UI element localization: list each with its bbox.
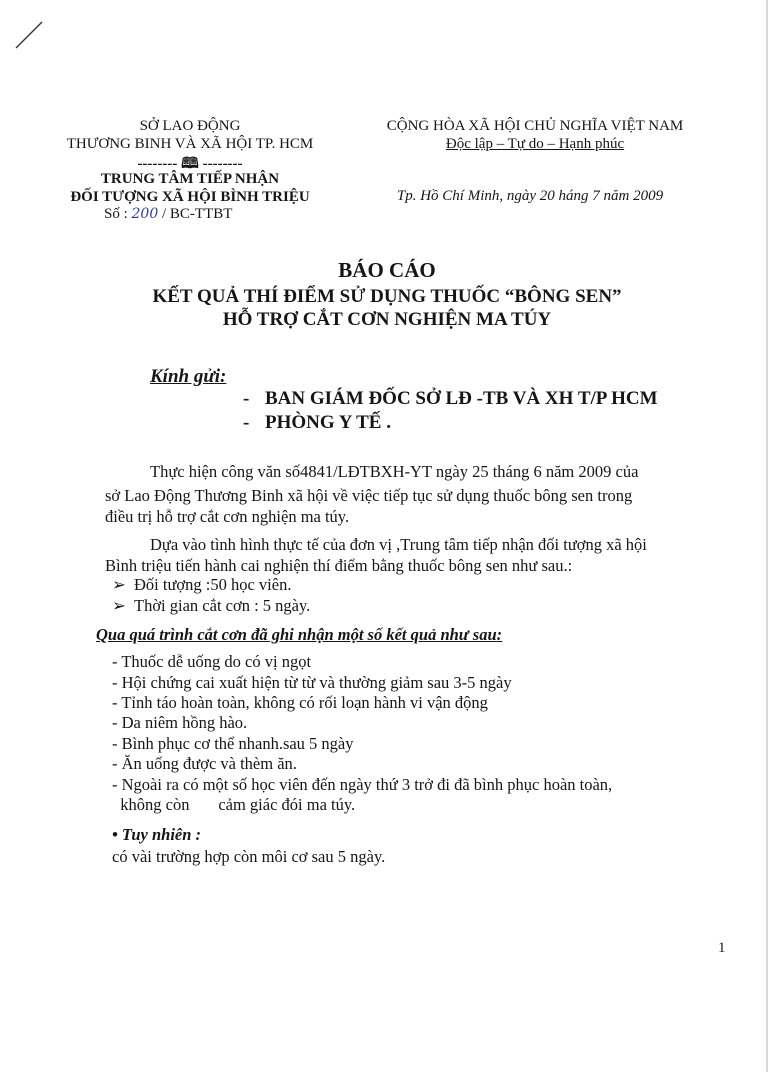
report-subtitle-1: KẾT QUẢ THÍ ĐIỂM SỬ DỤNG THUỐC “BÔNG SEN”: [152, 286, 622, 307]
paragraph-1-line: điều trị hỗ trợ cắt cơn nghiện ma túy.: [105, 507, 350, 526]
bullet-dot-icon: •: [112, 825, 118, 844]
results-heading: Qua quá trình cắt cơn đã ghi nhận một số kết quả như sau:: [96, 625, 503, 644]
recipient-item-label: PHÒNG Y TẾ .: [265, 412, 391, 433]
bullet-text: Đối tượng :50 học viên.: [134, 575, 292, 594]
report-title: BÁO CÁO: [338, 258, 436, 282]
bullet-item: [112, 575, 291, 595]
result-item: - Tỉnh táo hoàn toàn, không có rối loạn hành vi vận động: [112, 693, 488, 712]
country-name: CỘNG HÒA XÃ HỘI CHỦ NGHĨA VIỆT NAM: [386, 118, 684, 134]
result-item: - Hội chứng cai xuất hiện từ từ và thường giảm sau 3-5 ngày: [112, 673, 512, 692]
result-item: - Ngoài ra có một số học viên đến ngày thứ 3 trở đi đã bình phục hoàn toàn,: [112, 775, 613, 794]
result-item: - Thuốc dễ uống do có vị ngọt: [112, 652, 312, 671]
paragraph-2-line: Dựa vào tình hình thực tế của đơn vị ,Trung tâm tiếp nhận đối tượng xã hội: [150, 535, 647, 554]
however-text: có vài trường hợp còn môi cơ sau 5 ngày.: [112, 847, 386, 866]
paragraph-2-line: Bình triệu tiến hành cai nghiện thí điểm bằng thuốc bông sen như sau.:: [105, 556, 573, 575]
recipient-item: - PHÒNG Y TẾ .: [243, 412, 391, 433]
date-line: Tp. Hồ Chí Minh, ngày 20 háng 7 năm 2009: [396, 188, 664, 204]
arrow-bullet-icon: ➢: [112, 596, 126, 615]
header-separator: -------- 🕮 --------: [137, 156, 243, 172]
result-item: không còn cảm giác đói ma túy.: [112, 795, 356, 814]
result-item: - Bình phục cơ thể nhanh.sau 5 ngày: [112, 734, 354, 753]
document-number: [104, 206, 232, 223]
paragraph-1-line: Thực hiện công văn số4841/LĐTBXH-YT ngày 25 tháng 6 năm 2009 của: [150, 462, 639, 481]
however-label-text: Tuy nhiên :: [121, 825, 202, 844]
number-prefix: Số :: [104, 206, 128, 222]
bullet-text: Thời gian cắt cơn : 5 ngày.: [134, 596, 311, 615]
center-name-line-2: ĐỐI TƯỢNG XÃ HỘI BÌNH TRIỆU: [70, 189, 310, 205]
recipients-label: Kính gửi:: [150, 366, 227, 387]
number-suffix: / BC-TTBT: [162, 206, 233, 222]
page-number: 1: [718, 940, 726, 956]
paragraph-1-line: sở Lao Động Thương Binh xã hội về việc tiếp tục sử dụng thuốc bông sen trong: [105, 486, 633, 505]
recipient-item: - BAN GIÁM ĐỐC SỞ LĐ -TB VÀ XH T/P HCM: [243, 388, 658, 409]
pen-mark: [12, 18, 46, 52]
recipient-item-label: BAN GIÁM ĐỐC SỞ LĐ -TB VÀ XH T/P HCM: [265, 388, 658, 409]
agency-line-1: SỞ LAO ĐỘNG: [139, 118, 241, 134]
result-item: - Ăn uống được và thèm ăn.: [112, 754, 297, 773]
agency-line-2: THƯƠNG BINH VÀ XÃ HỘI TP. HCM: [66, 136, 314, 152]
motto: Độc lập – Tự do – Hạnh phúc: [445, 136, 625, 152]
result-item: - Da niêm hồng hào.: [112, 713, 248, 732]
handwritten-number: 200: [131, 206, 159, 222]
results-heading-text: Qua quá trình cắt cơn đã ghi nhận một số kết quả như sau: [96, 625, 497, 644]
arrow-bullet-icon: ➢: [112, 575, 126, 594]
bullet-item: [112, 596, 310, 616]
center-name-line-1: TRUNG TÂM TIẾP NHẬN: [100, 171, 280, 187]
however-label: [112, 825, 201, 845]
scan-edge: [766, 0, 768, 1072]
report-subtitle-2: HỖ TRỢ CẮT CƠN NGHIỆN MA TÚY: [222, 309, 552, 330]
